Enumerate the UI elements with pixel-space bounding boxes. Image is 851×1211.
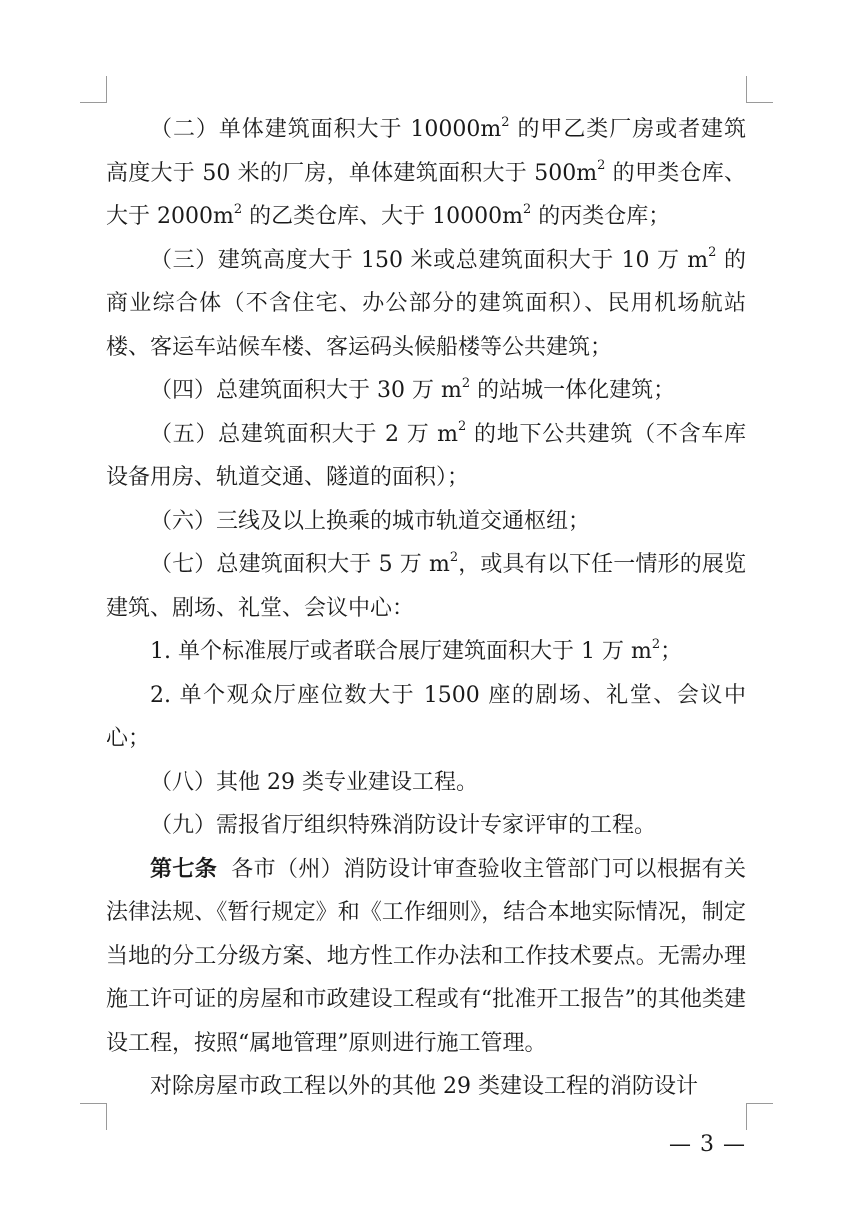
superscript: 2 — [449, 549, 459, 565]
clause-7-item-1 — [106, 630, 746, 674]
article-7 — [106, 848, 746, 1066]
clause-2-text-e: 的丙类仓库； — [531, 204, 671, 229]
clause-5-text-b: 的地下公共建筑（不含车库设备用房、轨道交通、隧道的面积）； — [106, 421, 747, 490]
clause-6: （六）三线及以上换乘的城市轨道交通枢纽； — [150, 508, 591, 534]
crop-mark-top-left — [80, 76, 107, 103]
clause-8: （八）其他 29 类专业建设工程。 — [150, 769, 478, 795]
clause-4 — [106, 369, 746, 413]
clause-4-text-a: （四）总建筑面积大于 30 万 m — [150, 378, 462, 403]
clause-3-text-a: （三）建筑高度大于 150 米或总建筑面积大于 10 万 m — [150, 247, 709, 273]
article-7-text: 各市（州）消防设计审查验收主管部门可以根据有关法律法规、《暂行规定》和《工作细则》，结合本地实际情况，制定当地的分工分级方案、地方性工作办法和工作技术要点。无需办理施工许可证的房屋和市政建设工程或有“批准开工报告”的其他类建设工程，按照“属地管理”原则进行施工管理。 — [106, 856, 746, 1056]
document-body — [106, 108, 746, 1109]
clause-7-text-b: ，或具有以下任一情形的展览建筑、剧场、礼堂、会议中心： — [106, 552, 746, 621]
clause-4-text-b: 的站城一体化建筑； — [470, 378, 676, 403]
clause-9: （九）需报省厅组织特殊消防设计专家评审的工程。 — [150, 813, 657, 838]
superscript: 2 — [458, 419, 467, 435]
crop-mark-bottom-left — [80, 1103, 107, 1130]
clause-3 — [106, 239, 746, 370]
clause-5-text-a: （五）总建筑面积大于 2 万 m — [150, 421, 459, 447]
clause-7-text-a: （七）总建筑面积大于 5 万 m — [150, 552, 450, 577]
clause-3-text-b: 的商业综合体（不含住宅、办公部分的建筑面积）、民用机场航站楼、客运车站候车楼、客运码头候船楼等公共建筑； — [106, 247, 746, 360]
clause-2 — [106, 108, 746, 239]
paragraph-continued: 对除房屋市政工程以外的其他 29 类建设工程的消防设计 — [150, 1074, 698, 1099]
crop-mark-top-right — [746, 76, 773, 103]
superscript: 2 — [522, 201, 532, 217]
superscript: 2 — [461, 375, 471, 391]
crop-mark-bottom-right — [746, 1103, 773, 1130]
superscript: 2 — [651, 636, 661, 652]
clause-5 — [106, 413, 746, 500]
clause-2-text-a: （二）单体建筑面积大于 10000m — [150, 117, 502, 142]
clause-2-text-b: 的甲乙类厂房或者建筑高度大于 50 米的厂房，单体建筑面积大于 500m — [106, 117, 746, 186]
clause-2-text-d: 的乙类仓库、大于 10000m — [242, 204, 523, 229]
clause-2-text-c: 的甲类仓库、大于 2000m — [106, 160, 747, 229]
superscript: 2 — [501, 114, 510, 130]
clause-7 — [106, 543, 746, 630]
superscript: 2 — [233, 201, 243, 217]
clause-7-item-2: 2. 单个观众厅座位数大于 1500 座的剧场、礼堂、会议中心； — [106, 682, 746, 751]
article-7-heading: 第七条 — [150, 855, 218, 882]
superscript: 2 — [708, 245, 717, 261]
superscript: 2 — [597, 158, 606, 174]
clause-7-item-1-text-b: ； — [660, 639, 683, 664]
page-number: — 3 — — [669, 1132, 746, 1157]
clause-7-item-1-text-a: 1. 单个标准展厅或者联合展厅建筑面积大于 1 万 m — [150, 639, 652, 664]
